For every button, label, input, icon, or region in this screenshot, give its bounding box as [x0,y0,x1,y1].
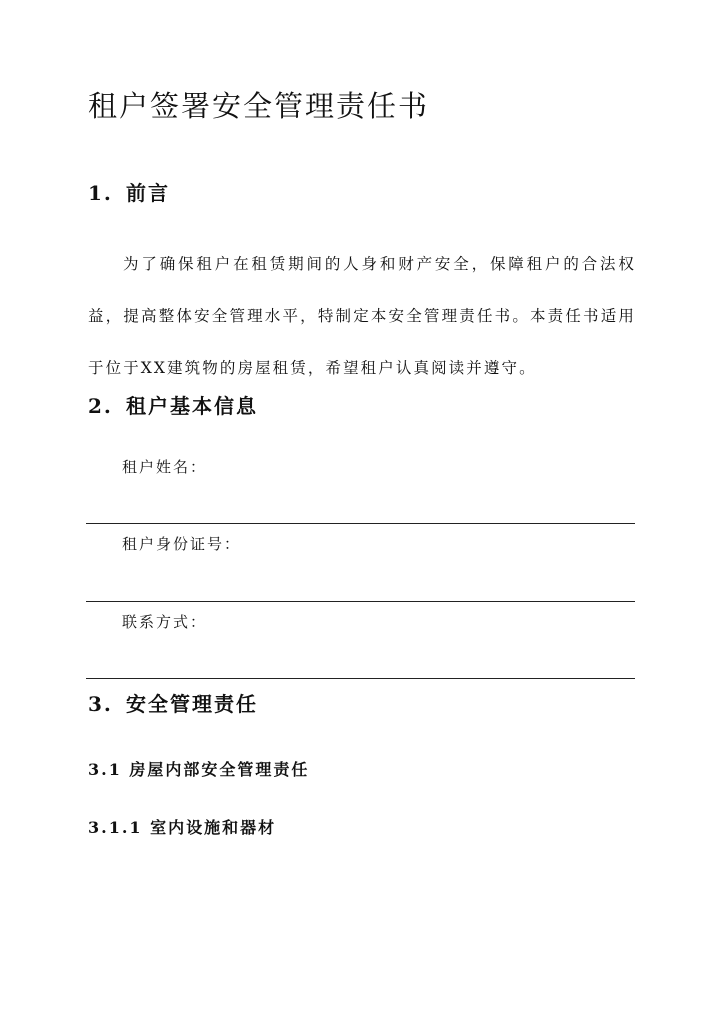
section-1-heading [88,177,170,206]
tenant-name-label: 租户姓名： [122,458,208,476]
document-title: 租户签署安全管理责任书 [88,89,430,123]
contact-line[interactable] [86,678,635,679]
contact-label: 联系方式： [122,613,208,631]
section-1-number: 1. [88,181,113,205]
section-2-number: 2. [88,394,113,418]
subsection-3-1-1-heading: 3.1.1 室内设施和器材 [88,818,277,837]
tenant-id-line[interactable] [86,601,635,602]
preface-paragraph: 为了确保租户在租赁期间的人身和财产安全，保障租户的合法权益，提高整体安全管理水平，特制定本安全管理责任书。本责任书适用于位于XX建筑物的房屋租赁，希望租户认真阅读并遵守。 [88,255,636,377]
section-3-number: 3. [88,692,113,716]
section-2-title: 租户基本信息 [126,394,258,418]
section-3-title: 安全管理责任 [126,692,258,716]
tenant-id-label: 租户身份证号： [122,535,242,553]
tenant-name-line[interactable] [86,523,635,524]
section-1-title: 前言 [126,181,170,205]
subsection-3-1-heading: 3.1 房屋内部安全管理责任 [88,760,310,779]
section-3-heading [88,688,258,717]
section-2-heading [88,390,258,419]
